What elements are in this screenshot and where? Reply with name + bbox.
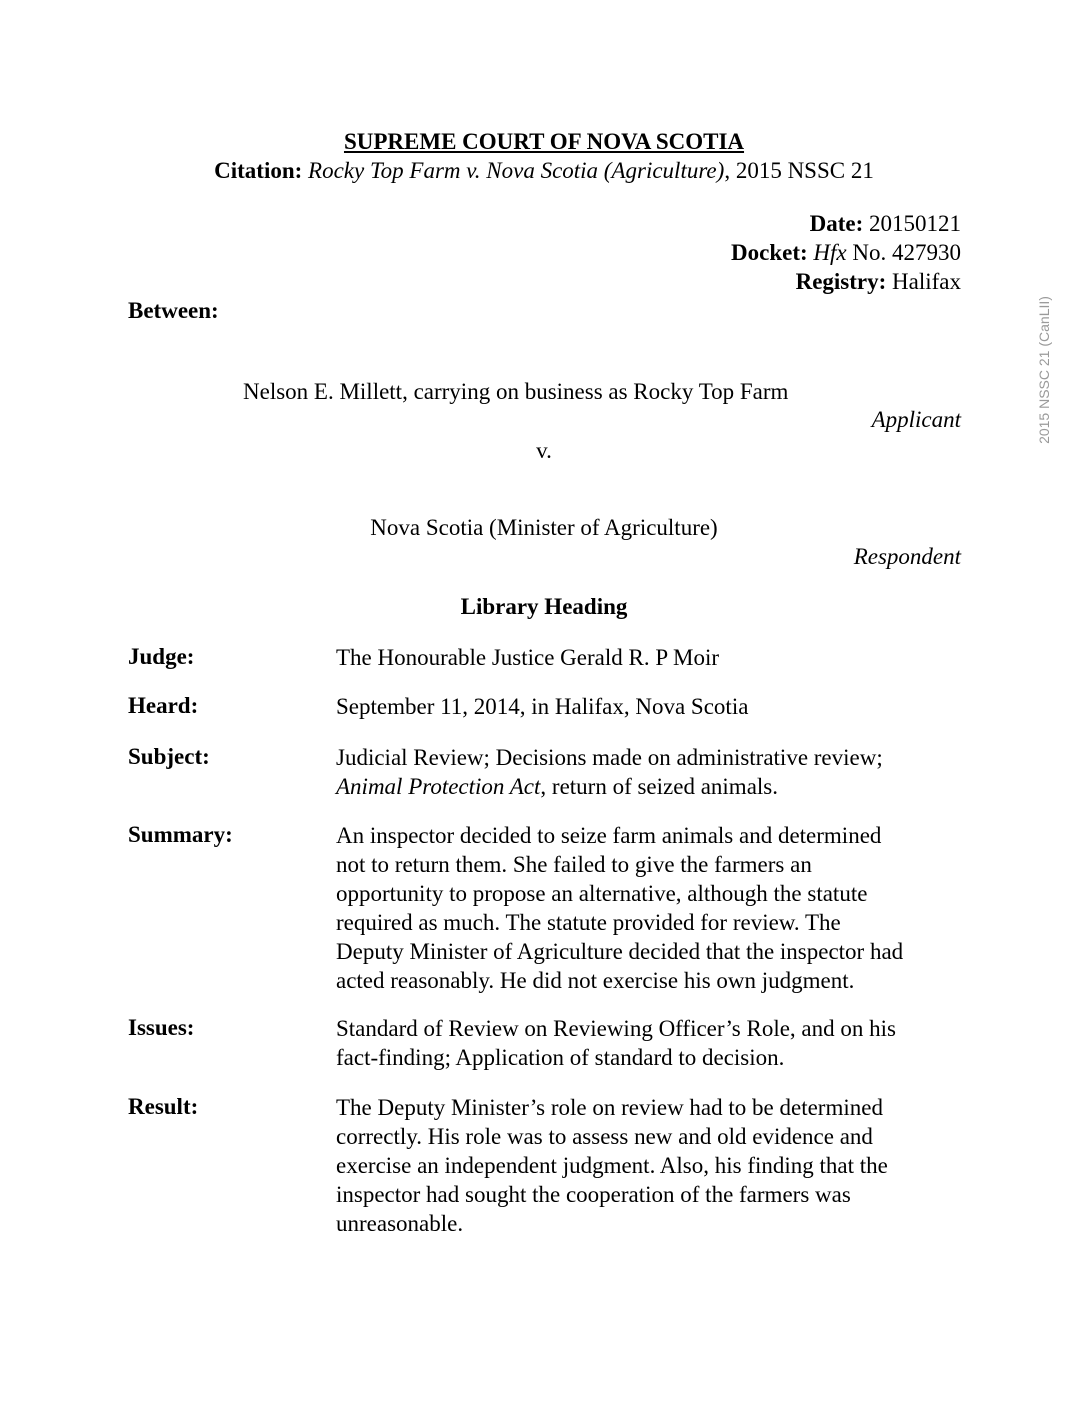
judge-value [336, 643, 976, 672]
court-title: SUPREME COURT OF NOVA SCOTIA [343, 129, 745, 154]
subject-act-name: Animal Protection Act [336, 774, 541, 799]
judge-label: Judge: [128, 644, 195, 669]
result-value [336, 1093, 976, 1238]
canlii-watermark-text: 2015 NSSC 21 (CanLII) [1036, 296, 1052, 444]
summary-line: not to return them. She failed to give the farmers an [336, 852, 812, 877]
issues-line: fact-finding; Application of standard to decision. [336, 1045, 785, 1070]
docket-label: Docket: [731, 240, 808, 265]
summary-line: acted reasonably. He did not exercise his own judgment. [336, 968, 855, 993]
citation-line [0, 157, 1088, 185]
applicant-name: Nelson E. Millett, carrying on business as Rocky Top Farm [243, 379, 789, 404]
date-value: 20150121 [869, 211, 961, 236]
docket-prefix: Hfx [813, 240, 847, 265]
heard-value-text: September 11, 2014, in Halifax, Nova Scotia [336, 694, 749, 719]
docket-line [731, 239, 961, 267]
subject-line-2-rest: , return of seized animals. [540, 774, 778, 799]
applicant-role: Applicant [871, 407, 961, 432]
subject-line-2 [336, 772, 976, 801]
registry-line [796, 268, 961, 296]
respondent-role: Respondent [853, 544, 961, 569]
registry-value: Halifax [892, 269, 961, 294]
citation-label: Citation: [214, 158, 303, 183]
heard-label: Heard: [128, 693, 199, 718]
judge-value-text: The Honourable Justice Gerald R. P Moir [336, 645, 720, 670]
summary-label: Summary: [128, 822, 233, 847]
citation-case-name: Rocky Top Farm v. Nova Scotia (Agriculture) [308, 158, 725, 183]
heard-value [336, 692, 976, 721]
subject-value [336, 743, 976, 801]
issues-label: Issues: [128, 1015, 195, 1040]
registry-label: Registry: [795, 269, 887, 294]
citation-reference: , 2015 NSSC 21 [724, 158, 874, 183]
date-line [810, 210, 961, 238]
summary-line: An inspector decided to seize farm animals and determined [336, 823, 882, 848]
issues-line: Standard of Review on Reviewing Officer’s Role, and on his [336, 1016, 896, 1041]
summary-line: opportunity to propose an alternative, although the statute [336, 881, 868, 906]
issues-value [336, 1014, 976, 1072]
result-line: unreasonable. [336, 1211, 464, 1236]
date-label: Date: [809, 211, 864, 236]
summary-line: required as much. The statute provided for review. The [336, 910, 841, 935]
between-label: Between: [128, 298, 219, 323]
result-line: The Deputy Minister’s role on review had to be determined [336, 1095, 883, 1120]
summary-value [336, 821, 976, 995]
result-line: inspector had sought the cooperation of the farmers was [336, 1182, 851, 1207]
library-heading: Library Heading [460, 594, 628, 619]
result-line: correctly. His role was to assess new and old evidence and [336, 1124, 873, 1149]
canlii-watermark [1030, 270, 1058, 470]
subject-line-1: Judicial Review; Decisions made on administrative review; [336, 745, 883, 770]
result-line: exercise an independent judgment. Also, his finding that the [336, 1153, 888, 1178]
subject-label: Subject: [128, 744, 210, 769]
respondent-name: Nova Scotia (Minister of Agriculture) [370, 515, 718, 540]
docket-value: No. 427930 [852, 240, 961, 265]
versus: v. [536, 438, 552, 463]
result-label: Result: [128, 1094, 199, 1119]
summary-line: Deputy Minister of Agriculture decided that the inspector had [336, 939, 904, 964]
